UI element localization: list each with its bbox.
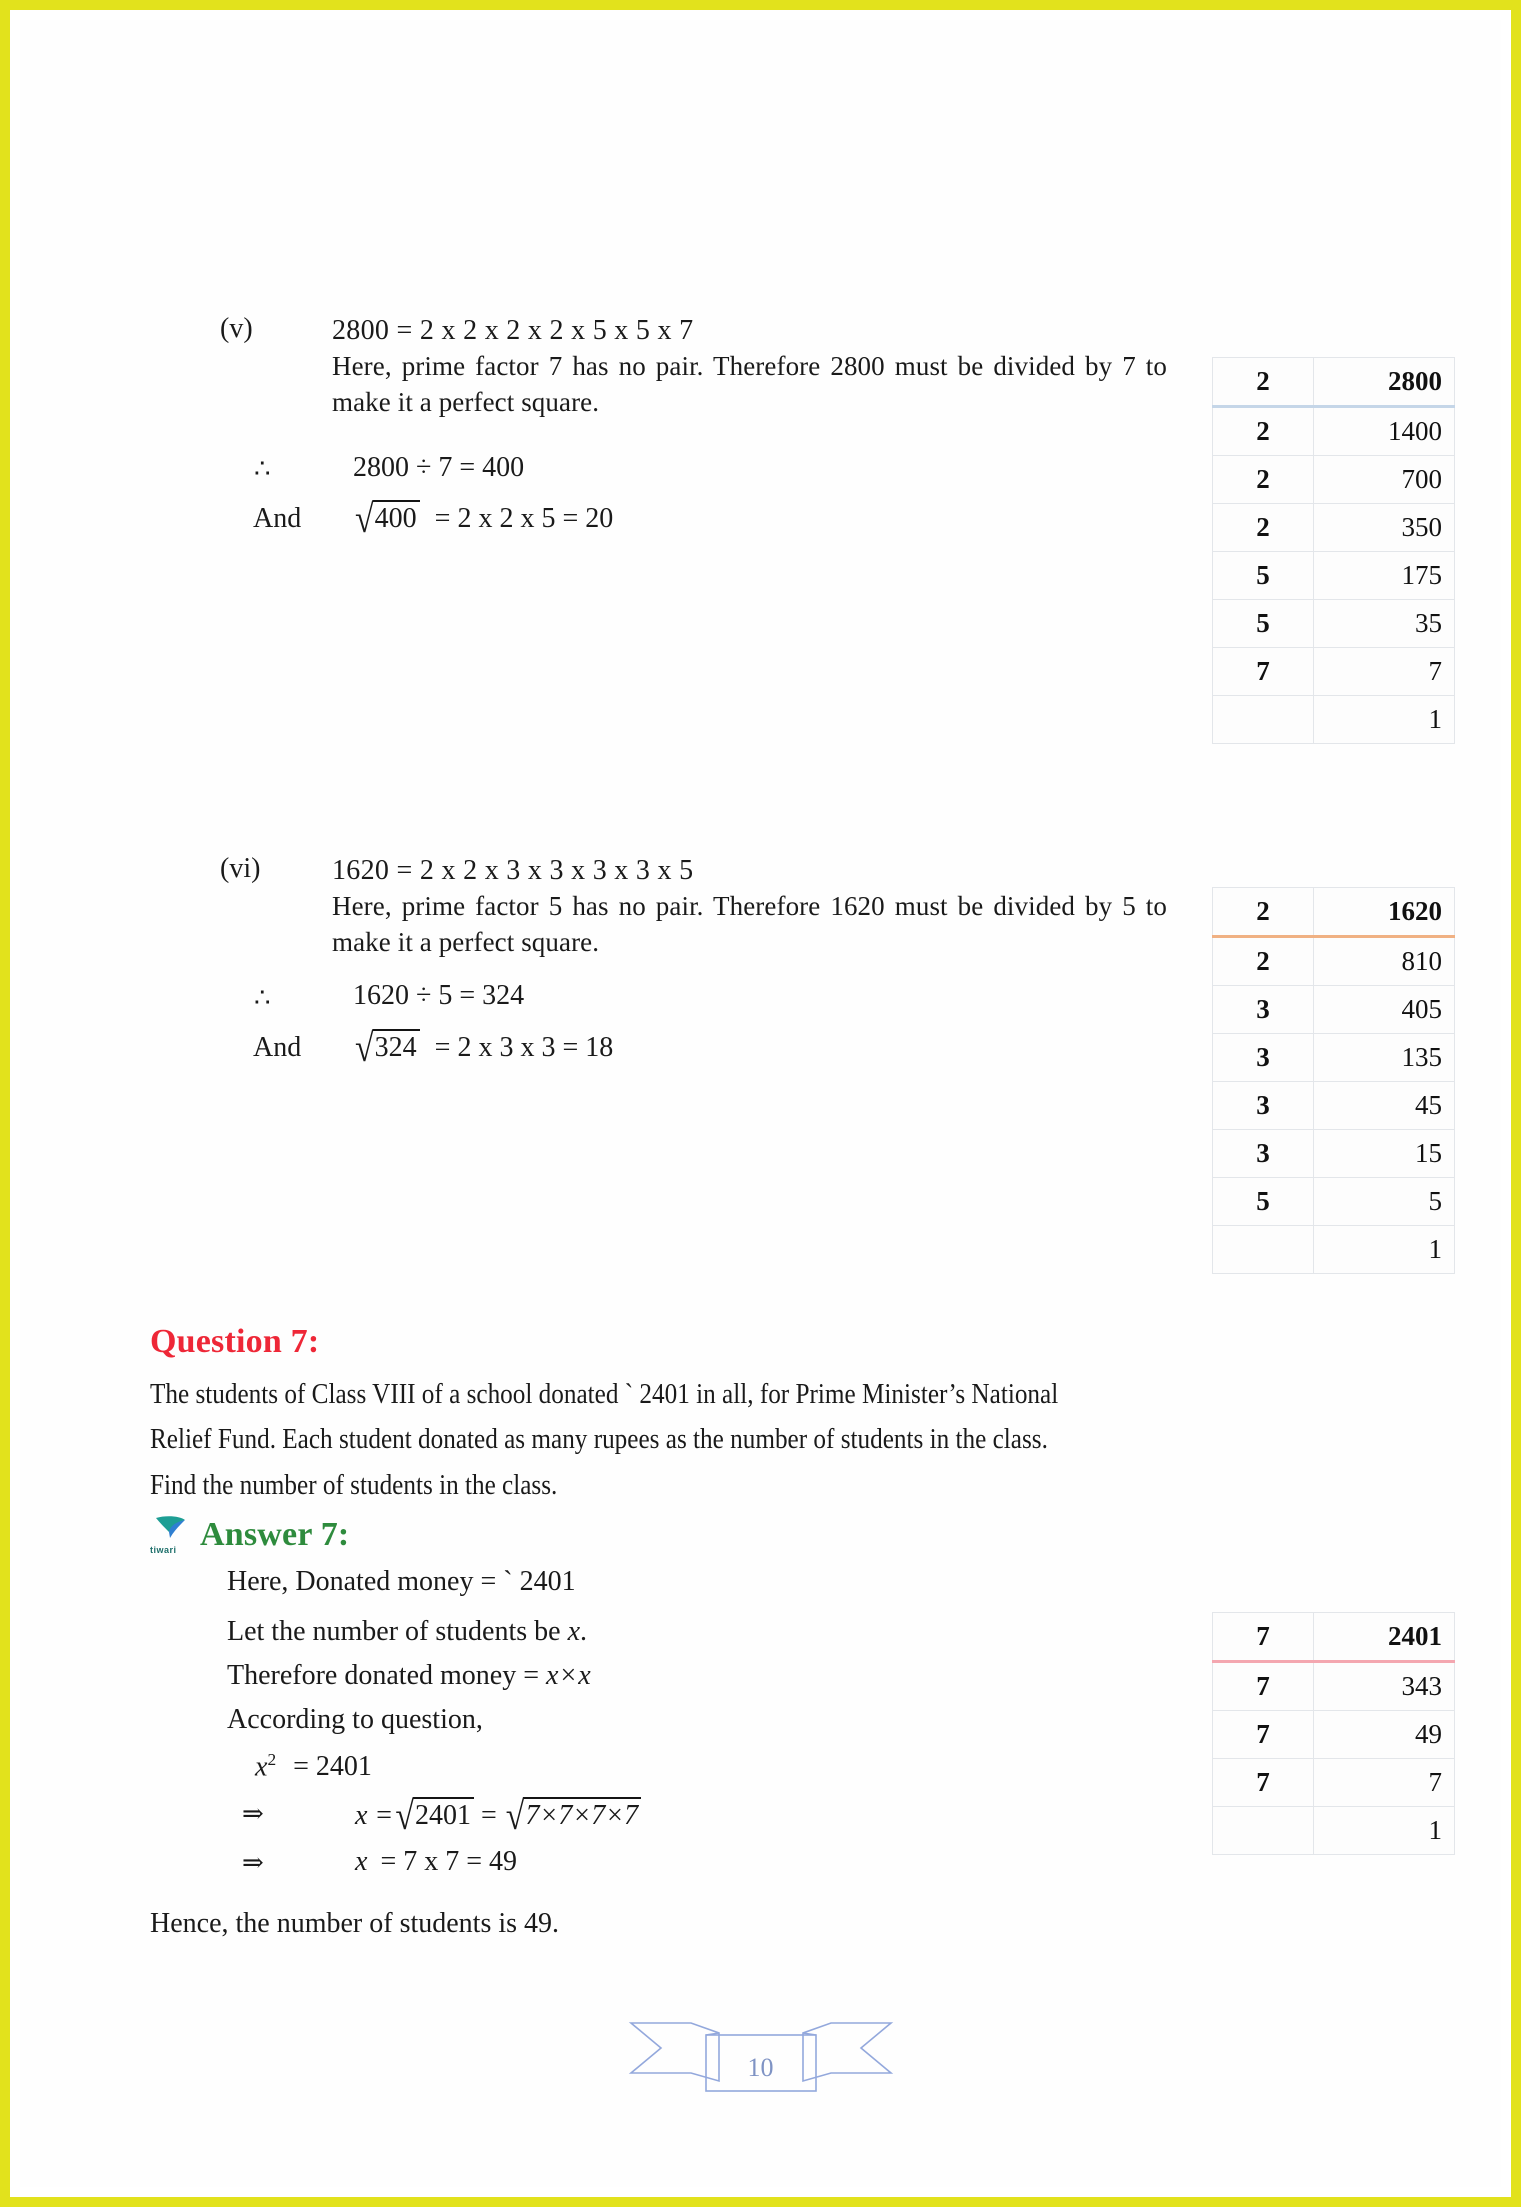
- cell-value: 2401: [1314, 1613, 1455, 1662]
- cell-value: 810: [1314, 937, 1455, 986]
- cell-value: 175: [1314, 552, 1455, 600]
- answer-eq-x2-line: [255, 1750, 372, 1783]
- cell-factor: 5: [1213, 1178, 1314, 1226]
- cell-factor: 5: [1213, 600, 1314, 648]
- answer-heading: Answer 7:: [200, 1516, 350, 1553]
- leaf-swoosh-icon: [152, 1514, 188, 1549]
- table-row: [1213, 600, 1455, 648]
- factor-table-2401-body: [1213, 1613, 1455, 1855]
- page-content: [20, 20, 1501, 2187]
- table-row: [1213, 888, 1455, 937]
- cell-factor: 2: [1213, 407, 1314, 456]
- sqrt-7x7x7x7: [504, 1794, 641, 1839]
- table-row: [1213, 1178, 1455, 1226]
- part-v-and-rhs: = 2 x 2 x 5 = 20: [434, 503, 614, 534]
- question-body: [150, 1372, 1280, 1508]
- part-v-equation: 2800 = 2 x 2 x 2 x 2 x 5 x 5 x 7: [332, 315, 694, 346]
- part-vi-and-label: And: [253, 1032, 302, 1063]
- cell-value: 45: [1314, 1082, 1455, 1130]
- cell-value: 1620: [1314, 888, 1455, 937]
- cell-value: 1: [1314, 1226, 1455, 1274]
- table-row: [1213, 1082, 1455, 1130]
- cell-factor: 7: [1213, 648, 1314, 696]
- variable-x: x: [567, 1616, 581, 1647]
- table-row: [1213, 696, 1455, 744]
- answer-let-text: Let the number of students be: [227, 1616, 568, 1647]
- tiwari-logo-icon: [150, 1514, 192, 1554]
- cell-factor: 2: [1213, 504, 1314, 552]
- part-v-therefore-text: 2800 ÷ 7 = 400: [353, 452, 525, 483]
- cell-value: 343: [1314, 1662, 1455, 1711]
- part-vi-body: [332, 853, 1172, 961]
- sqrt-400-radicand: 400: [373, 500, 420, 535]
- answer-let-line: [227, 1616, 587, 1648]
- cell-factor: [1213, 1807, 1314, 1855]
- cell-factor: [1213, 1226, 1314, 1274]
- cell-value: 1400: [1314, 407, 1455, 456]
- table-row: [1213, 1613, 1455, 1662]
- part-v-label: (v): [220, 313, 253, 344]
- answer-sqrt-line: [355, 1794, 641, 1839]
- exponent-2: 2: [267, 1750, 277, 1769]
- answer-eq-x2-rhs: = 2401: [293, 1751, 372, 1783]
- cell-factor: 2: [1213, 358, 1314, 407]
- radical-sign-icon: √: [395, 1794, 414, 1839]
- table-row: [1213, 407, 1455, 456]
- table-row: [1213, 504, 1455, 552]
- cell-factor: 2: [1213, 888, 1314, 937]
- radical-sign-icon: √: [355, 497, 374, 542]
- implies-symbol-2: ⇒: [242, 1848, 264, 1877]
- table-row: [1213, 1130, 1455, 1178]
- answer-therefore-text: Therefore donated money =: [227, 1660, 546, 1691]
- answer-sqrt-lhs: x =: [355, 1800, 394, 1831]
- cell-value: 1: [1314, 1807, 1455, 1855]
- variable-x: x: [255, 1751, 268, 1783]
- sqrt-400: [353, 497, 420, 542]
- cell-value: 405: [1314, 986, 1455, 1034]
- sqrt-324: [353, 1026, 420, 1071]
- table-row: [1213, 1807, 1455, 1855]
- cell-factor: 3: [1213, 986, 1314, 1034]
- page-number: 10: [747, 2053, 774, 2082]
- cell-value: 7: [1314, 648, 1455, 696]
- cell-value: 15: [1314, 1130, 1455, 1178]
- part-vi-equation: 1620 = 2 x 2 x 3 x 3 x 3 x 3 x 5: [332, 855, 694, 886]
- part-vi-therefore-text: 1620 ÷ 5 = 324: [353, 980, 525, 1011]
- variable-x: x: [355, 1846, 368, 1877]
- cell-value: 350: [1314, 504, 1455, 552]
- answer-final-line: [355, 1846, 517, 1878]
- cell-factor: 7: [1213, 1759, 1314, 1807]
- part-v-body: [332, 313, 1172, 421]
- cell-value: 1: [1314, 696, 1455, 744]
- sqrt-324-radicand: 324: [373, 1029, 420, 1064]
- cell-value: 135: [1314, 1034, 1455, 1082]
- table-row: [1213, 937, 1455, 986]
- table-row: [1213, 552, 1455, 600]
- equals-operator: =: [481, 1800, 497, 1831]
- answer-final-rhs: = 7 x 7 = 49: [380, 1846, 518, 1877]
- part-v-therefore-symbol: ∴: [254, 454, 271, 483]
- question-line-1: The students of Class VIII of a school donated ` 2401 in all, for Prime Minister’s National: [150, 1379, 1059, 1410]
- factor-table-2800-body: [1213, 358, 1455, 744]
- sqrt-2401-radicand: 2401: [413, 1797, 474, 1832]
- cell-factor: 2: [1213, 456, 1314, 504]
- tiwari-wordmark: tiwari: [150, 1545, 177, 1555]
- cell-factor: 3: [1213, 1130, 1314, 1178]
- cell-factor: 5: [1213, 552, 1314, 600]
- part-vi-and-row: [353, 1026, 614, 1071]
- factor-table-1620-body: [1213, 888, 1455, 1274]
- factor-table-2800: [1212, 357, 1455, 744]
- variable-x: x: [546, 1660, 559, 1691]
- implies-symbol-1: ⇒: [242, 1799, 264, 1828]
- sqrt-7x7x7x7-radicand: 7×7×7×7: [523, 1797, 641, 1832]
- cell-value: 700: [1314, 456, 1455, 504]
- factor-table-1620: [1212, 887, 1455, 1274]
- times-operator: ×: [560, 1660, 577, 1691]
- part-vi-explanation: Here, prime factor 5 has no pair. Therefore 1620 must be divided by 5 to make it a perfect square.: [332, 891, 1167, 958]
- table-row: [1213, 1662, 1455, 1711]
- cell-value: 35: [1314, 600, 1455, 648]
- answer-let-period: .: [580, 1616, 588, 1647]
- answer-therefore-line: [227, 1660, 591, 1692]
- answer-donated-line: Here, Donated money = ` 2401: [227, 1566, 576, 1597]
- sqrt-2401: [393, 1794, 474, 1839]
- part-v-and-row: [353, 497, 614, 542]
- part-v-and-label: And: [253, 503, 302, 534]
- cell-value: 2800: [1314, 358, 1455, 407]
- table-row: [1213, 1711, 1455, 1759]
- cell-factor: [1213, 696, 1314, 744]
- part-vi-label: (vi): [220, 853, 261, 884]
- conclusion-line: Hence, the number of students is 49.: [150, 1908, 560, 1939]
- part-vi-and-rhs: = 2 x 3 x 3 = 18: [434, 1032, 614, 1063]
- radical-sign-icon: √: [505, 1794, 525, 1839]
- cell-factor: 3: [1213, 1034, 1314, 1082]
- question-heading: Question 7:: [150, 1323, 320, 1360]
- part-vi-therefore-symbol: ∴: [254, 983, 271, 1012]
- variable-x: x: [578, 1660, 591, 1691]
- cell-value: 5: [1314, 1178, 1455, 1226]
- factor-table-2401: [1212, 1612, 1455, 1855]
- page-footer-ribbon: [621, 1995, 901, 2095]
- cell-factor: 7: [1213, 1613, 1314, 1662]
- cell-value: 49: [1314, 1711, 1455, 1759]
- table-row: [1213, 648, 1455, 696]
- question-line-3: Find the number of students in the class.: [150, 1469, 558, 1501]
- answer-heading-row: [150, 1514, 349, 1554]
- table-row: [1213, 1759, 1455, 1807]
- question-line-2: Relief Fund. Each student donated as many rupees as the number of students in the class.: [150, 1424, 1048, 1456]
- cell-factor: 7: [1213, 1662, 1314, 1711]
- cell-factor: 3: [1213, 1082, 1314, 1130]
- table-row: [1213, 1226, 1455, 1274]
- cell-factor: 7: [1213, 1711, 1314, 1759]
- part-v-explanation: Here, prime factor 7 has no pair. Therefore 2800 must be divided by 7 to make it a perfect square.: [332, 351, 1167, 418]
- table-row: [1213, 1034, 1455, 1082]
- cell-value: 7: [1314, 1759, 1455, 1807]
- radical-sign-icon: √: [355, 1026, 374, 1071]
- answer-according-line: According to question,: [227, 1704, 483, 1735]
- table-row: [1213, 358, 1455, 407]
- table-row: [1213, 986, 1455, 1034]
- table-row: [1213, 456, 1455, 504]
- cell-factor: 2: [1213, 937, 1314, 986]
